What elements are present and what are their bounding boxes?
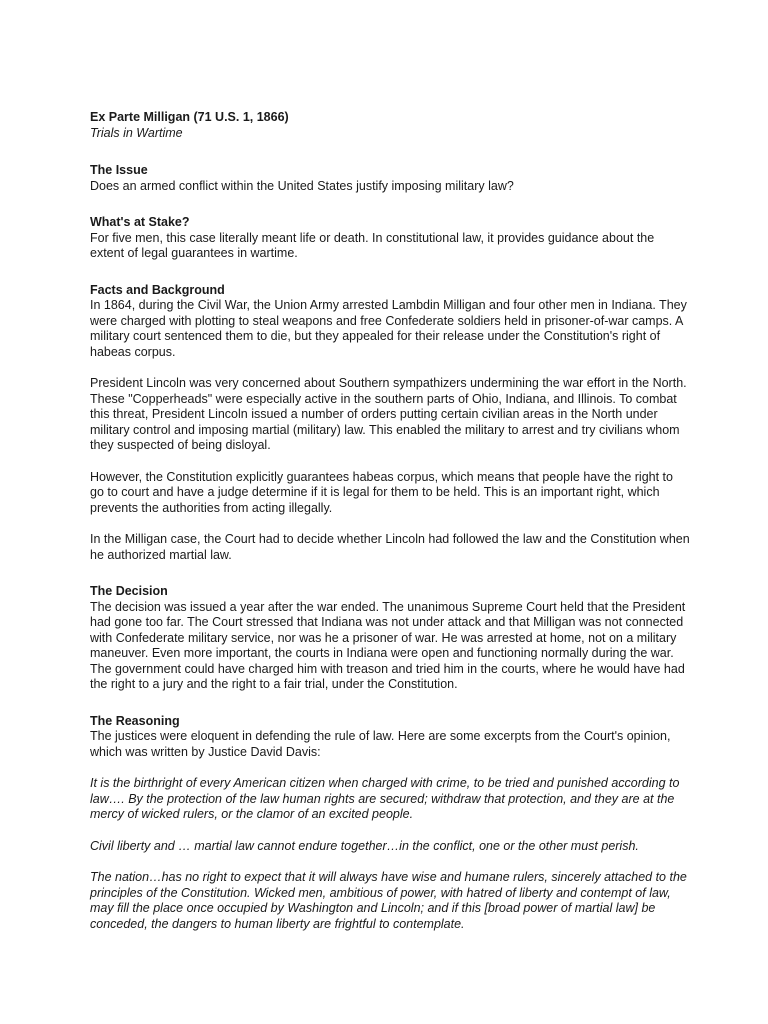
section-heading-stake: What's at Stake? <box>90 215 190 229</box>
decision-paragraph: The decision was issued a year after the war ended. The unanimous Supreme Court held that the President had gone too far. The Court stressed that Indiana was not under attack and that Milligan was not connected with Confederate military service, nor was he a prisoner of war. He was arrested at home, not on a military maneuver. Even more important, the courts in Indiana were open and functioning normally during the war. The government could have charged him with treason and tried him in the courts, where he would have had the right to a jury and the right to a fair trial, under the Constitution. <box>90 599 686 691</box>
section-issue <box>90 163 690 194</box>
document-subtitle: Trials in Wartime <box>90 126 183 140</box>
facts-paragraph-3: However, the Constitution explicitly guarantees habeas corpus, which means that people have the right to go to court and have a judge determine if it is legal for them to be held. This is an important right, which prevents the authorities from acting illegally. <box>90 469 673 515</box>
section-heading-decision: The Decision <box>90 584 168 598</box>
opinion-excerpts <box>90 776 690 932</box>
opinion-quote-2: Civil liberty and … martial law cannot endure together…in the conflict, one or the other must perish. <box>90 838 639 853</box>
facts-paragraph-1: In 1864, during the Civil War, the Union Army arrested Lambdin Milligan and four other men in Indiana. They were charged with plotting to steal weapons and free Confederate soldiers held in prisoner-of-war camps. A military court sentenced them to die, but they appealed for their release under the Constitution's right of habeas corpus. <box>90 298 687 359</box>
section-heading-facts: Facts and Background <box>90 282 225 297</box>
stake-paragraph: For five men, this case literally meant life or death. In constitutional law, it provides guidance about the extent of legal guarantees in wartime. <box>90 230 655 260</box>
section-decision <box>90 584 690 693</box>
opinion-quote-1: It is the birthright of every American citizen when charged with crime, to be tried and punished according to law…. By the protection of the law human rights are secured; withdraw that protection, and they are at the mercy of wicked rulers, or the clamor of an excited people. <box>90 776 680 821</box>
opinion-quote-3: The nation…has no right to expect that it will always have wise and humane rulers, sincerely attached to the principles of the Constitution. Wicked men, ambitious of power, with hatred of liberty and contempt of law, may fill the place once occupied by Washington and Lincoln; and if this [broad power of martial law] be conceded, the dangers to human liberty are frightful to contemplate. <box>90 870 687 931</box>
section-stake <box>90 215 690 262</box>
reasoning-paragraph: The justices were eloquent in defending the rule of law. Here are some excerpts from the Court's opinion, which was written by Justice David Davis: <box>90 729 671 759</box>
section-heading-reasoning: The Reasoning <box>90 713 180 728</box>
document-title: Ex Parte Milligan (71 U.S. 1, 1866) <box>90 110 289 124</box>
document-page <box>90 109 690 932</box>
section-heading-issue: The Issue <box>90 163 148 177</box>
section-facts <box>90 283 690 564</box>
section-reasoning <box>90 714 690 933</box>
issue-paragraph: Does an armed conflict within the United States justify imposing military law? <box>90 178 514 193</box>
facts-paragraph-2: President Lincoln was very concerned about Southern sympathizers undermining the war effort in the North. These "Copperheads" were especially active in the southern parts of Ohio, Indiana, and Illinois. To combat this threat, President Lincoln issued a number of orders putting certain civilian areas in the North under military control and imposing martial (military) law. This enabled the military to arrest and try civilians whom they suspected of being disloyal. <box>90 376 687 452</box>
facts-paragraph-4: In the Milligan case, the Court had to decide whether Lincoln had followed the law and the Constitution when he authorized martial law. <box>90 532 690 562</box>
